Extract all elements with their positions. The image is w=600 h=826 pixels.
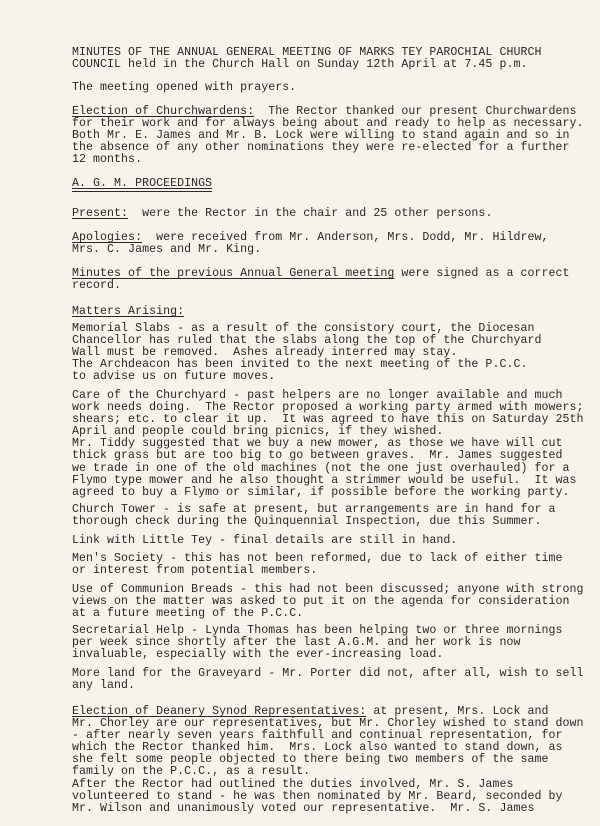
text-run: were the Rector in the chair and 25 other persons. [128, 207, 493, 220]
text-run: any land. [72, 679, 136, 693]
text-run: agreed to buy a Flymo or similar, if possible before the working party. [72, 485, 570, 499]
text-run: at a future meeting of the P.C.C. [72, 607, 304, 621]
text-line [72, 565, 563, 577]
paragraph-littletey [72, 535, 457, 547]
text-run: record. [72, 279, 122, 293]
text-run: April and people could bring picnics, if they wished. [72, 425, 444, 439]
paragraph-apologies [72, 232, 549, 256]
text-run: The meeting opened with prayers. [72, 81, 297, 94]
text-run: she felt some people objected to there being two members of the same [72, 753, 549, 767]
paragraph-synod [72, 706, 584, 815]
text-run: Link with Little Tey - final details are still in hand. [72, 534, 458, 547]
paragraph-present [72, 208, 492, 220]
section-heading: A. G. M. PROCEEDINGS [72, 177, 213, 190]
text-run: Flymo type mower and he also thought a strimmer would be useful. It was [72, 473, 577, 487]
text-run: The Rector thanked our present Churchwardens [254, 105, 577, 118]
text-line [72, 668, 584, 680]
text-run: at present, Mrs. Lock and [366, 705, 549, 718]
paragraph-opening [72, 82, 296, 94]
text-run: which the Rector thanked him. Mrs. Lock also wanted to stand down, as [72, 741, 563, 755]
text-line [72, 371, 542, 383]
text-line [72, 82, 296, 94]
paragraph-tower [72, 504, 556, 528]
text-run: views on the matter was asked to put it on the agenda for consideration [72, 595, 570, 609]
section-heading: Minutes of the previous Annual General meeting [72, 267, 395, 280]
text-line [72, 535, 457, 547]
text-line [72, 154, 584, 166]
text-run: After the Rector had outlined the duties involved, Mr. S. James [72, 777, 514, 791]
text-run: Mr. Tiddy suggested that we buy a new mower, as those we have will cut [72, 437, 563, 451]
text-run: Chancellor has ruled that the slabs along the top of the Churchyard [72, 334, 542, 348]
paragraph-churchwardens [72, 106, 584, 166]
paragraph-mens [72, 553, 563, 577]
text-line [72, 280, 570, 292]
text-run: Mr. Wilson and unanimously voted our representative. Mr. S. James [72, 801, 535, 815]
text-run: Wall must be removed. Ashes already interred may stay. [72, 346, 458, 360]
text-line [72, 178, 212, 190]
text-run: to advise us on future moves. [72, 370, 276, 384]
text-run: Men's Society - this has not been reformed, due to lack of either time [72, 552, 563, 565]
text-run: for their work and for always being about and ready to help as necessary. [72, 117, 584, 131]
paragraph-memorial [72, 323, 542, 383]
paragraph-agm [72, 178, 212, 190]
text-line [72, 142, 584, 154]
text-run: Both Mr. E. James and Mr. B. Lock were willing to stand again and so in [72, 129, 570, 143]
text-run: volunteered to stand - he was then nominated by Mr. Beard, seconded by [72, 789, 563, 803]
paragraph-title [72, 47, 542, 71]
text-run: Memorial Slabs - as a result of the consistory court, the Diocesan [72, 322, 535, 335]
text-run: - after nearly seven years faithfull and continual representation, for [72, 729, 563, 743]
paragraph-graveyard [72, 668, 584, 692]
text-run: 12 months. [72, 153, 143, 167]
text-line [72, 608, 584, 620]
text-run: More land for the Graveyard - Mr. Porter did not, after all, wish to sell [72, 667, 584, 680]
paragraph-matters [72, 306, 184, 318]
paragraph-churchyard [72, 390, 584, 499]
section-heading: Election of Churchwardens: [72, 105, 255, 118]
text-line [72, 244, 549, 256]
text-run: MINUTES OF THE ANNUAL GENERAL MEETING OF MARKS TEY PAROCHIAL CHURCH [72, 46, 542, 59]
text-run: family on the P.C.C., as a result. [72, 765, 311, 779]
text-line [72, 680, 584, 692]
text-run: invaluable, especially with the ever-increasing load. [72, 648, 444, 662]
text-line [72, 59, 542, 71]
text-run: thick grass but are too big to go between graves. Mr. James suggested [72, 449, 563, 463]
section-heading: Present: [72, 207, 129, 220]
text-line [72, 649, 563, 661]
text-run: The Archdeacon has been invited to the next meeting of the P.C.C. [72, 358, 528, 372]
text-line [72, 208, 492, 220]
text-run: Care of the Churchyard - past helpers are no longer available and much [72, 389, 563, 402]
paragraph-communion [72, 584, 584, 620]
text-run: or interest from potential members. [72, 564, 318, 578]
text-run: we trade in one of the old machines (not the one just overhauled) for a [72, 461, 570, 475]
section-heading: Election of Deanery Synod Representatives: [72, 705, 367, 718]
text-line [72, 487, 584, 499]
paragraph-minutes [72, 268, 570, 292]
text-line [72, 803, 584, 815]
text-run: shears; etc. to clear it up. It was agreed to have this on Saturday 25th [72, 413, 584, 427]
text-run: work needs doing. The Rector proposed a working party armed with mowers; [72, 401, 584, 415]
section-heading: Apologies: [72, 231, 143, 244]
text-run: Church Tower - is safe at present, but arrangements are in hand for a [72, 503, 556, 516]
text-run: Use of Communion Breads - this had not been discussed; anyone with strong [72, 583, 584, 596]
text-line [72, 306, 184, 318]
text-line [72, 268, 570, 280]
section-heading: Matters Arising: [72, 305, 185, 318]
text-run: were received from Mr. Anderson, Mrs. Dodd, Mr. Hildrew, [142, 231, 549, 244]
text-run: COUNCIL held in the Church Hall on Sunday 12th April at 7.45 p.m. [72, 58, 528, 72]
text-run: the absence of any other nominations they were re-elected for a further [72, 141, 570, 155]
text-run: Secretarial Help - Lynda Thomas has been helping two or three mornings [72, 624, 563, 637]
text-run: per week since shortly after the last A.G.M. and her work is now [72, 636, 521, 650]
text-run: were signed as a correct [394, 267, 570, 280]
text-line [72, 516, 556, 528]
text-run: thorough check during the Quinquennial Inspection, due this Summer. [72, 515, 542, 529]
text-run: Mr. Chorley are our representatives, but Mr. Chorley wished to stand down [72, 717, 584, 731]
text-run: Mrs. C. James and Mr. King. [72, 243, 262, 257]
paragraph-secretarial [72, 625, 563, 661]
